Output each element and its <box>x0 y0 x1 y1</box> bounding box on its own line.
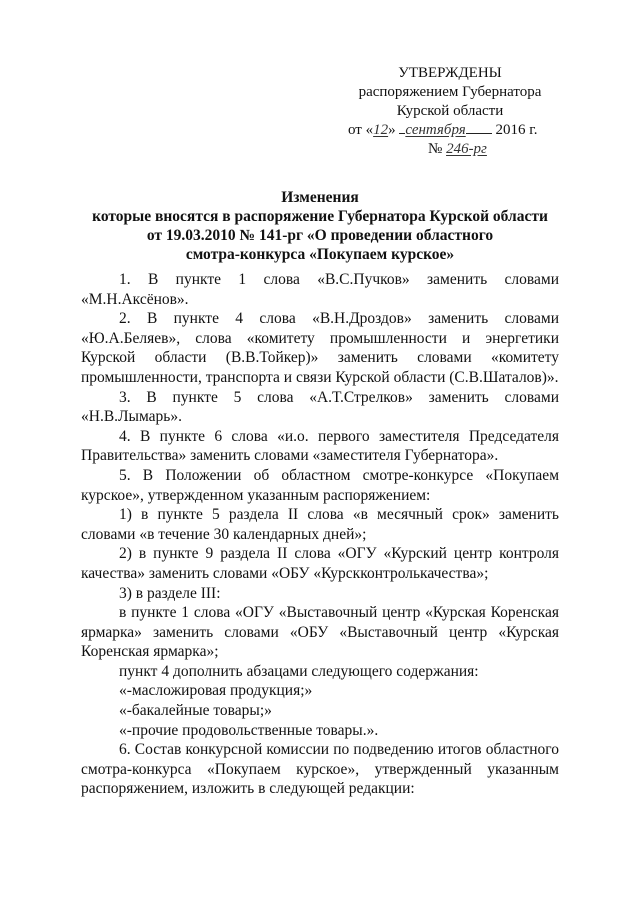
number-value: 246-рг <box>446 141 487 157</box>
title-line-1: Изменения <box>281 189 359 206</box>
paragraph: 1) в пункте 5 раздела II слова «в месячный срок» заменить словами «в течение 30 календарных дней»; <box>81 506 559 543</box>
approval-block <box>340 64 560 159</box>
date-mid: » <box>388 122 396 138</box>
date-day: 12 <box>373 122 389 138</box>
paragraph: 2. В пункте 4 слова «В.Н.Дроздов» заменить словами «Ю.А.Беляев», слова «комитету промышленности и энергетики Курской области (В.В.Тойкер)» заменить словами «комитету промышленности, транспорта и связи Курской области (С.В.Шаталов)». <box>81 310 559 386</box>
paragraph: в пункте 1 слова «ОГУ «Выставочный центр «Курская Коренская ярмарка» заменить словами «ОБУ «Выставочный центр «Курская Коренская ярмарка»; <box>81 604 559 661</box>
title-line-4: смотра-конкурса «Покупаем курское» <box>185 246 455 263</box>
paragraph: пункт 4 дополнить абзацами следующего содержания: <box>119 662 479 680</box>
document-body <box>81 270 559 799</box>
paragraph: 1. В пункте 1 слова «В.С.Пучков» заменить словами «М.Н.Аксёнов». <box>81 271 559 308</box>
approval-number <box>340 140 560 159</box>
date-month: сентября <box>405 122 466 138</box>
approval-date <box>340 121 560 140</box>
approval-heading: УТВЕРЖДЕНЫ <box>398 65 502 81</box>
title-line-2: которые вносятся в распоряжение Губернатора Курской области <box>92 208 548 225</box>
document-title <box>60 188 580 264</box>
date-prefix: от « <box>348 122 374 138</box>
approval-line-2: Курской области <box>396 103 504 119</box>
paragraph: 6. Состав конкурсной комиссии по подведению итогов областного смотра-конкурса «Покупаем курское», утвержденный указанным распоряжением, изложить в следующей редакции: <box>81 741 559 798</box>
title-line-3: от 19.03.2010 № 141-рг «О проведении областного <box>146 227 494 244</box>
approval-line-1: распоряжением Губернатора <box>358 84 542 100</box>
date-year: 2016 г. <box>495 122 538 138</box>
date-blank-2 <box>466 133 492 134</box>
number-prefix: № <box>428 141 443 157</box>
paragraph: 4. В пункте 6 слова «и.о. первого заместителя Председателя Правительства» заменить словами «заместителя Губернатора». <box>81 427 559 465</box>
paragraph: 3) в разделе III: <box>119 584 221 602</box>
paragraph: 5. В Положении об областном смотре-конкурсе «Покупаем курское», утвержденном указанным распоряжением: <box>81 466 559 504</box>
paragraph: «-масложировая продукция;» <box>119 682 313 700</box>
paragraph: 2) в пункте 9 раздела II слова «ОГУ «Курский центр контроля качества» заменить словами «ОБУ «Курскконтролькачества»; <box>81 545 559 582</box>
paragraph: «-бакалейные товары;» <box>119 702 272 720</box>
paragraph: 3. В пункте 5 слова «А.Т.Стрелков» заменить словами «Н.В.Лымарь». <box>81 388 559 426</box>
paragraph: «-прочие продовольственные товары.». <box>119 721 379 739</box>
